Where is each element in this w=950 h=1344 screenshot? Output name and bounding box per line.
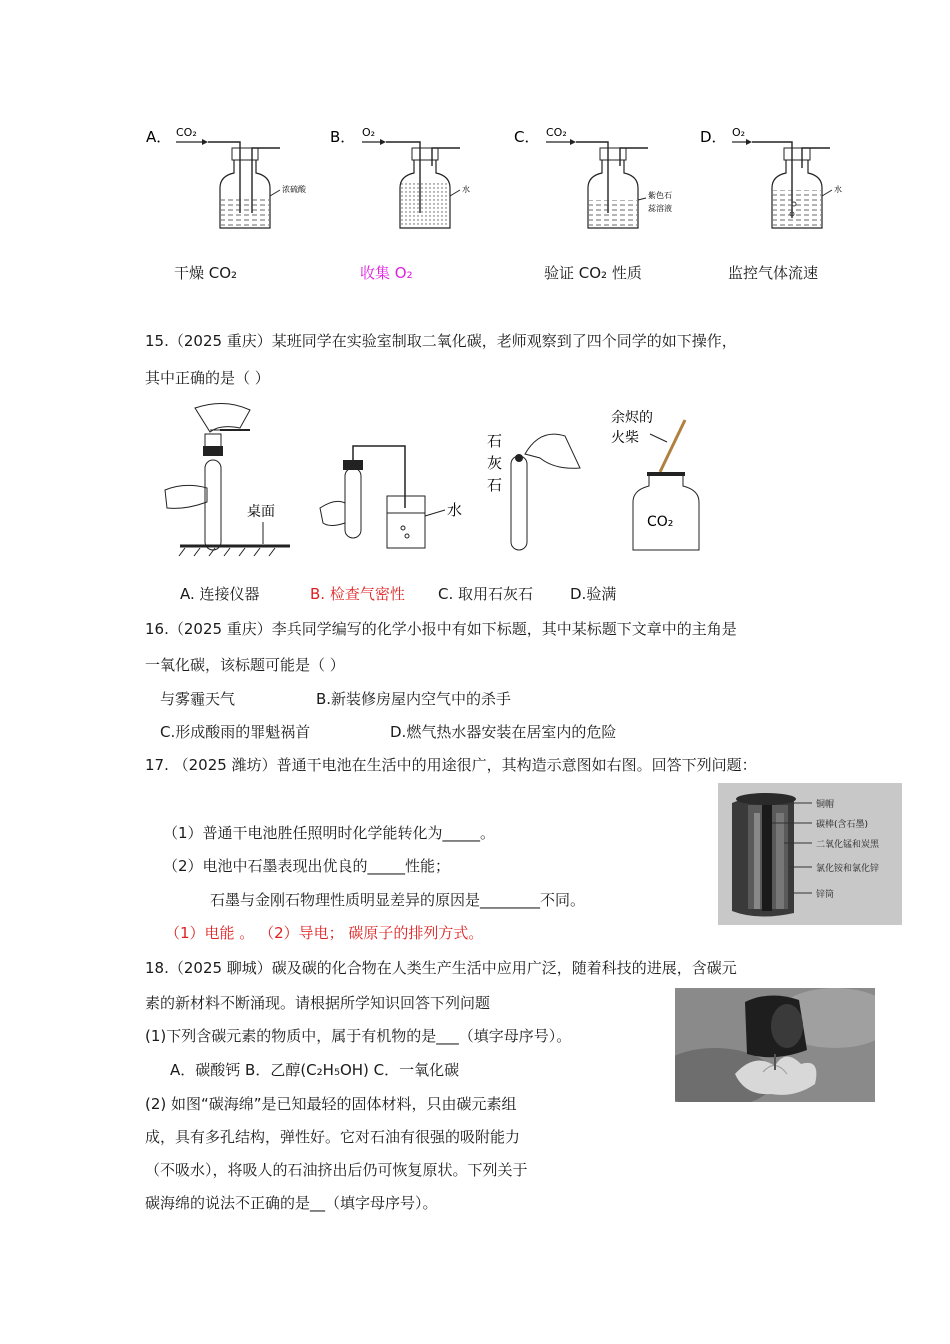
q15-stem-line1: 15.（2025 重庆）某班同学在实验室制取二氧化碳，老师观察到了四个同学的如下操作， [145, 332, 737, 350]
bottle-c [514, 126, 672, 228]
svg-text:O₂: O₂ [732, 126, 746, 139]
q16-option-a: 与雾霾天气 [160, 690, 236, 708]
q16-stem-line2: 一氧化碳，该标题可能是（ ） [145, 656, 345, 674]
carbon-sponge-image [675, 988, 875, 1102]
svg-text:CO₂: CO₂ [176, 126, 197, 139]
svg-text:紫色石: 紫色石 [648, 191, 672, 200]
svg-text:浓硫酸: 浓硫酸 [282, 185, 306, 194]
svg-text:水: 水 [447, 501, 463, 519]
q15-option-c: C. 取用石灰石 [438, 585, 534, 603]
svg-text:CO₂: CO₂ [647, 514, 674, 530]
svg-text:氯化铵和氯化锌: 氯化铵和氯化锌 [816, 864, 880, 874]
q17-sub3: 石墨与金刚石物理性质明显差异的原因是________不同。 [210, 891, 586, 909]
caption-d: 监控气体流速 [728, 264, 819, 282]
svg-text:桌面: 桌面 [247, 504, 275, 520]
option-a-letter: A． [146, 128, 172, 146]
q18-sub2-line1: (2) 如图“碳海绵”是已知最轻的固体材料，只由碳元素组 [145, 1095, 517, 1113]
svg-text:余烬的: 余烬的 [611, 410, 653, 426]
q15-option-b: B. 检查气密性 [310, 585, 405, 603]
q14-figures [140, 118, 860, 248]
option-d-letter: D． [700, 128, 727, 146]
fig-full-check [611, 410, 699, 550]
caption-b: 收集 O₂ [360, 264, 413, 282]
bottle-b [330, 126, 470, 228]
svg-text:水: 水 [834, 185, 842, 194]
caption-c: 验证 CO₂ 性质 [544, 264, 642, 282]
q18-sub2-line4: 碳海绵的说法不正确的是__（填字母序号）。 [145, 1194, 438, 1212]
q15-stem-line2: 其中正确的是（ ） [145, 369, 270, 387]
bottle-d [700, 126, 842, 228]
q18-sub1-options: A．碳酸钙 B．乙醇(C₂H₅OH) C．一氧化碳 [170, 1061, 460, 1079]
q17-sub2: （2）电池中石墨表现出优良的_____性能； [163, 857, 451, 875]
q15-option-d: D.验满 [570, 585, 617, 603]
svg-text:O₂: O₂ [362, 126, 376, 139]
option-c-letter: C． [514, 128, 540, 146]
q17-sub1: （1）普通干电池胜任照明时化学能转化为_____。 [163, 824, 496, 842]
caption-a: 干燥 CO₂ [174, 264, 238, 282]
svg-text:水: 水 [462, 185, 470, 194]
svg-text:火柴: 火柴 [611, 430, 639, 446]
q16-option-b: B.新装修房屋内空气中的杀手 [316, 690, 512, 708]
fig-airtight-check [320, 446, 462, 548]
q15-option-a: A. 连接仪器 [180, 585, 260, 603]
q18-sub1: (1)下列含碳元素的物质中，属于有机物的是___（填字母序号）。 [145, 1027, 572, 1045]
fig-connect-apparatus [165, 403, 290, 556]
svg-text:铜帽: 铜帽 [816, 800, 835, 810]
option-b-letter: B． [330, 128, 356, 146]
svg-text:二氧化锰和炭黑: 二氧化锰和炭黑 [816, 840, 880, 850]
svg-text:CO₂: CO₂ [546, 126, 567, 139]
svg-text:灰: 灰 [487, 454, 503, 472]
q18-stem-line1: 18.（2025 聊城）碳及碳的化合物在人类生产生活中应用广泛，随着科技的进展，含碳元 [145, 959, 737, 977]
svg-text:蕊溶液: 蕊溶液 [648, 204, 672, 213]
q17-stem: 17. （2025 潍坊）普通干电池在生活中的用途很广，其构造示意图如右图。回答下列问题： [145, 756, 757, 774]
bottle-a [146, 126, 307, 228]
q18-stem-line2: 素的新材料不断涌现。请根据所学知识回答下列问题 [145, 994, 491, 1012]
svg-text:石: 石 [487, 432, 503, 450]
q16-option-d: D.燃气热水器安装在居室内的危险 [390, 723, 617, 741]
battery-cross-section-image [718, 783, 902, 925]
q18-sub2-line2: 成，具有多孔结构，弹性好。它对石油有很强的吸附能力 [145, 1128, 521, 1146]
q18-sub2-line3: （不吸水），将吸人的石油挤出后仍可恢复原状。下列关于 [145, 1161, 528, 1179]
q16-stem-line1: 16.（2025 重庆）李兵同学编写的化学小报中有如下标题，其中某标题下文章中的主角是 [145, 620, 737, 638]
svg-text:锌筒: 锌筒 [816, 890, 835, 900]
fig-take-limestone [487, 432, 580, 550]
q16-option-c: C.形成酸雨的罪魁祸首 [160, 723, 311, 741]
q17-answer: （1）电能 。 （2）导电； 碳原子的排列方式。 [165, 924, 484, 942]
q15-figures [155, 398, 715, 558]
svg-text:石: 石 [487, 476, 503, 494]
svg-text:碳棒(含石墨): 碳棒(含石墨) [816, 820, 869, 830]
